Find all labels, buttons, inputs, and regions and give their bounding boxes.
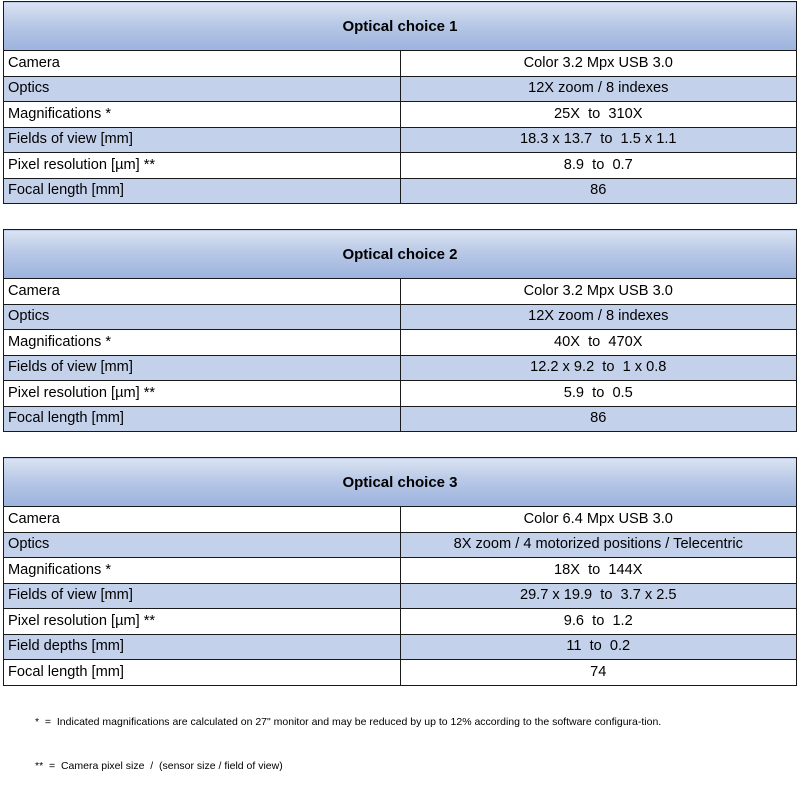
- table-row: [4, 304, 797, 330]
- row-label: Magnifications *: [4, 558, 401, 584]
- row-value: 8X zoom / 4 motorized positions / Telecentric: [400, 532, 797, 558]
- row-label: Fields of view [mm]: [4, 355, 401, 381]
- row-value: 18X to 144X: [400, 558, 797, 584]
- row-label: Pixel resolution [µm] **: [4, 609, 401, 635]
- optical-choice-2-table: [3, 229, 797, 432]
- table-row: [4, 660, 797, 686]
- table-row: [4, 558, 797, 584]
- table-row: [4, 153, 797, 179]
- table-row: [4, 102, 797, 128]
- row-value: Color 3.2 Mpx USB 3.0: [400, 279, 797, 305]
- row-value: 8.9 to 0.7: [400, 153, 797, 179]
- row-value: 74: [400, 660, 797, 686]
- table-title: Optical choice 1: [4, 2, 797, 51]
- footnote-pixel-resolution: ** = Camera pixel size / (sensor size / field of view): [35, 759, 283, 772]
- row-label: Optics: [4, 532, 401, 558]
- row-value: 5.9 to 0.5: [400, 381, 797, 407]
- row-value: 25X to 310X: [400, 102, 797, 128]
- table-row: [4, 330, 797, 356]
- row-value: Color 3.2 Mpx USB 3.0: [400, 51, 797, 77]
- row-label: Field depths [mm]: [4, 634, 401, 660]
- table-row: [4, 51, 797, 77]
- row-value: 9.6 to 1.2: [400, 609, 797, 635]
- row-value: 86: [400, 178, 797, 204]
- row-label: Focal length [mm]: [4, 178, 401, 204]
- row-label: Optics: [4, 76, 401, 102]
- row-label: Fields of view [mm]: [4, 127, 401, 153]
- table-row: [4, 178, 797, 204]
- footnotes: [35, 686, 661, 788]
- row-label: Camera: [4, 279, 401, 305]
- table-row: [4, 127, 797, 153]
- table-row: [4, 634, 797, 660]
- row-label: Camera: [4, 507, 401, 533]
- table-row: [4, 583, 797, 609]
- row-label: Camera: [4, 51, 401, 77]
- row-value: 12.2 x 9.2 to 1 x 0.8: [400, 355, 797, 381]
- row-label: Magnifications *: [4, 102, 401, 128]
- table-row: [4, 76, 797, 102]
- row-value: 12X zoom / 8 indexes: [400, 304, 797, 330]
- footnote-magnification: * = Indicated magnifications are calculated on 27" monitor and may be reduced by up to 12% according to the software configura-tion.: [35, 716, 662, 728]
- table-row: [4, 532, 797, 558]
- optical-choice-3-table: [3, 457, 797, 686]
- table-row: [4, 406, 797, 432]
- row-label: Focal length [mm]: [4, 660, 401, 686]
- table-row: [4, 279, 797, 305]
- table-title: Optical choice 2: [4, 230, 797, 279]
- row-label: Focal length [mm]: [4, 406, 401, 432]
- table-title: Optical choice 3: [4, 458, 797, 507]
- row-value: 18.3 x 13.7 to 1.5 x 1.1: [400, 127, 797, 153]
- table-row: [4, 381, 797, 407]
- row-value: 29.7 x 19.9 to 3.7 x 2.5: [400, 583, 797, 609]
- row-value: 40X to 470X: [400, 330, 797, 356]
- row-label: Pixel resolution [µm] **: [4, 153, 401, 179]
- row-value: 86: [400, 406, 797, 432]
- table-row: [4, 355, 797, 381]
- row-label: Optics: [4, 304, 401, 330]
- row-value: Color 6.4 Mpx USB 3.0: [400, 507, 797, 533]
- row-label: Fields of view [mm]: [4, 583, 401, 609]
- table-row: [4, 507, 797, 533]
- row-value: 11 to 0.2: [400, 634, 797, 660]
- table-row: [4, 609, 797, 635]
- row-label: Pixel resolution [µm] **: [4, 381, 401, 407]
- row-label: Magnifications *: [4, 330, 401, 356]
- optical-choice-1-table: [3, 1, 797, 204]
- row-value: 12X zoom / 8 indexes: [400, 76, 797, 102]
